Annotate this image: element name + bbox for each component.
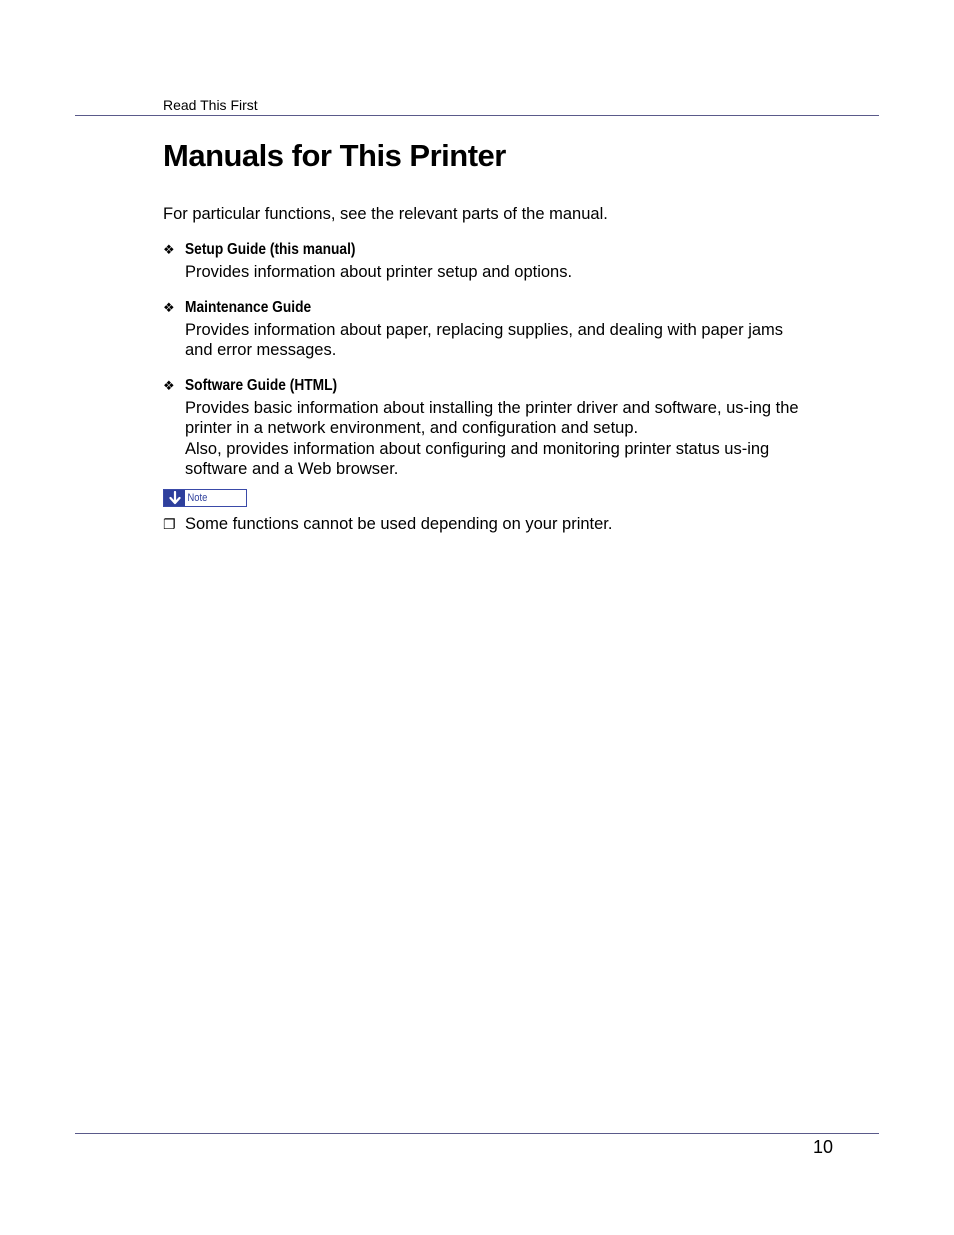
section-body [185, 262, 803, 282]
note-label: Note [187, 492, 208, 504]
section-paragraph: Provides information about paper, replacing supplies, and dealing with paper jams and error messages. [185, 321, 784, 360]
note-badge [163, 489, 247, 507]
footer-rule [75, 1133, 879, 1134]
page-title: Manuals for This Printer [163, 138, 506, 173]
note-item [163, 514, 612, 534]
section-heading [163, 298, 803, 318]
section-paragraph: Also, provides information about configuring and monitoring printer status us-ing software and a Web browser. [185, 439, 770, 478]
diamond-bullet-icon: ❖ [163, 300, 175, 315]
section-body [185, 398, 803, 479]
checkbox-icon: ❐ [163, 516, 176, 532]
section-software-guide [163, 376, 803, 479]
section-title: Setup Guide (this manual) [185, 241, 356, 258]
section-title: Software Guide (HTML) [185, 377, 338, 394]
page-number: 10 [813, 1137, 834, 1157]
diamond-bullet-icon: ❖ [163, 378, 175, 393]
diamond-bullet-icon: ❖ [163, 242, 175, 257]
header-rule [75, 115, 879, 116]
section-body [185, 320, 803, 361]
section-maintenance-guide [163, 298, 803, 361]
section-paragraph: Provides basic information about installing the printer driver and software, us-ing the printer in a network environment, and configuration and setup. [185, 399, 799, 438]
section-paragraph: Provides information about printer setup and options. [185, 263, 573, 281]
intro-paragraph: For particular functions, see the relevant parts of the manual. [163, 205, 608, 223]
section-heading [163, 240, 803, 260]
section-heading [163, 376, 803, 396]
section-title: Maintenance Guide [185, 299, 312, 316]
section-setup-guide [163, 240, 803, 282]
running-header: Read This First [163, 97, 258, 113]
down-arrow-icon [164, 490, 185, 506]
note-item-text: Some functions cannot be used depending on your printer. [185, 515, 613, 533]
